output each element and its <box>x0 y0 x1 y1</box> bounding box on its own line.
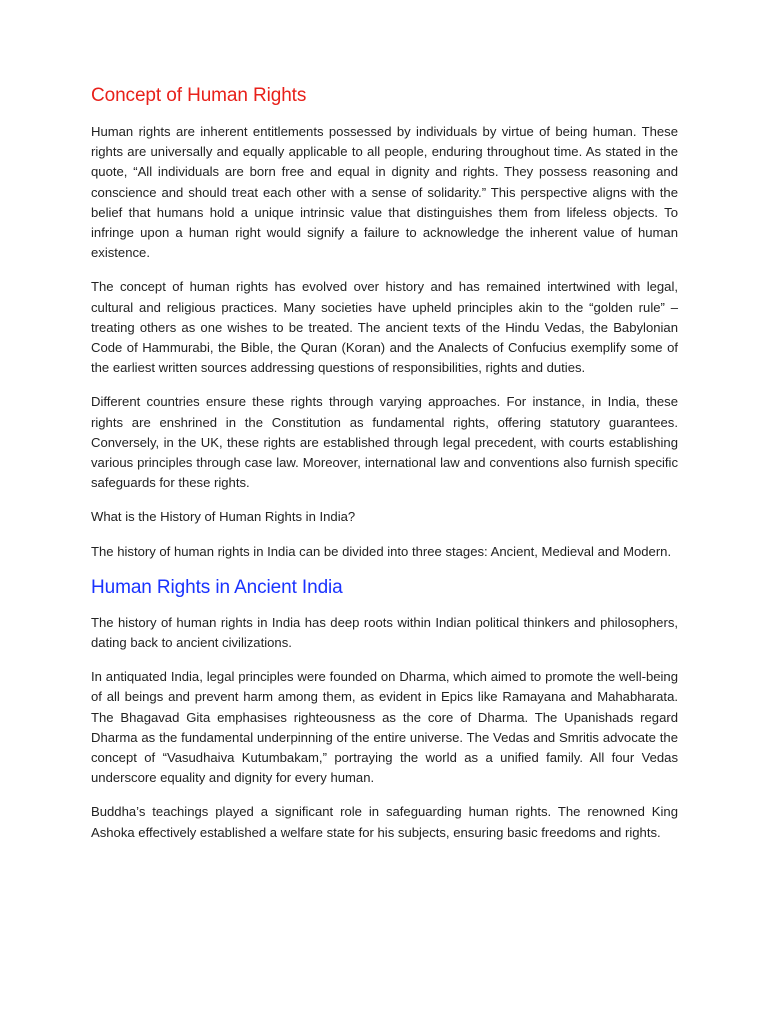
paragraph-country-approaches: Different countries ensure these rights through varying approaches. For instance, in India, these rights are enshrined in the Constitution as fundamental rights, offering statutory guarantees. Conversely, in the UK, these rights are established through legal precedent, with courts establishing various principles through case law. Moreover, international law and conventions also furnish specific safeguards for these rights. <box>91 394 678 491</box>
paragraph-ancient-roots: The history of human rights in India has deep roots within Indian political thinkers and philosophers, dating back to ancient civilizations. <box>91 614 678 651</box>
paragraph-three-stages: The history of human rights in India can be divided into three stages: Ancient, Medieval and Modern. <box>91 543 672 559</box>
paragraph-buddha-ashoka: Buddha’s teachings played a significant role in safeguarding human rights. The renowned King Ashoka effectively established a welfare state for his subjects, ensuring basic freedoms and rights. <box>91 804 678 840</box>
document-page <box>91 84 678 857</box>
section-title-concept: Concept of Human Rights <box>91 85 307 106</box>
paragraph-concept-history: The concept of human rights has evolved over history and has remained intertwined with legal, cultural and religious practices. Many societies have upheld principles akin to the “golden rule” – treating others as one wishes to be treated. The ancient texts of the Hindu Vedas, the Babylonian Code of Hammurabi, the Bible, the Quran (Koran) and the Analects of Confucius exemplify some of the earliest written sources addressing questions of responsibilities, rights and duties. <box>91 279 678 376</box>
section-title-ancient-india: Human Rights in Ancient India <box>91 576 343 598</box>
paragraph-dharma: In antiquated India, legal principles were founded on Dharma, which aimed to promote the well-being of all beings and prevent harm among them, as evident in Epics like Ramayana and Mahabharata. The Bhagavad Gita emphasises righteousness as the core of Dharma. The Upanishads regard Dharma as the fundamental underpinning of the entire universe. The Vedas and Smritis advocate the concept of “Vasudhaiva Kutumbakam,” portraying the world as a unified family. All four Vedas underscore equality and dignity for every human. <box>91 669 678 786</box>
paragraph-concept-definition: Human rights are inherent entitlements possessed by individuals by virtue of being human. These rights are universally and equally applicable to all people, enduring throughout time. As stated in the quote, “All individuals are born free and equal in dignity and rights. They possess reasoning and conscience and should treat each other with a sense of solidarity.” This perspective aligns with the belief that humans hold a unique intrinsic value that distinguishes them from lifeless objects. To infringe upon a human right would signify a failure to acknowledge the inherent value of human existence. <box>91 124 678 261</box>
paragraph-history-question: What is the History of Human Rights in India? <box>91 509 356 525</box>
